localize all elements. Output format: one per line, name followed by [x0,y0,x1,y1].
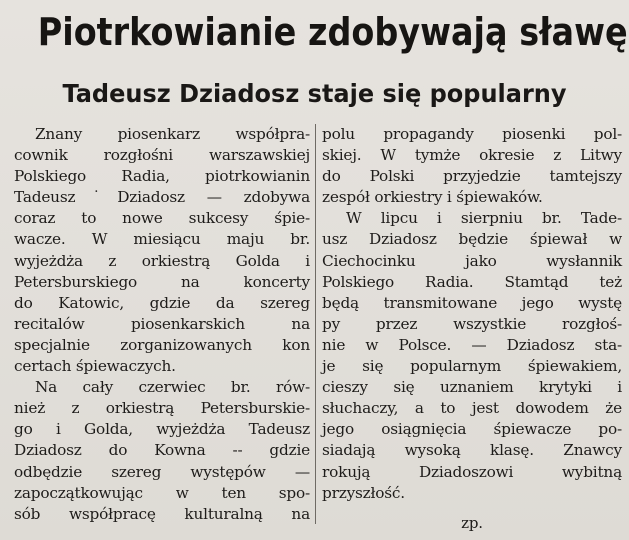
text-line: będą transmitowane jego wystę [322,293,622,312]
text-line: skiej. W tymże okresie z Litwy [322,146,622,165]
text-line: py przez wszystkie rozgłoś- [322,314,622,333]
text-line: certach śpiewaczych. [14,357,176,376]
left-column [14,124,310,525]
text-line: Tadeusz˙Dziadosz — zdobywa [14,188,310,207]
text-line: słuchaczy, a to jest dowodem że [322,399,622,418]
text-line: nież z orkiestrą Petersburskie- [14,399,310,418]
text-line: przyszłość. [322,483,405,502]
text-line: wyjeżdża z orkiestrą Golda i [14,251,310,270]
text-line: wacze. W miesiącu maju br. [14,230,310,249]
text-line: do Katowic, gdzie da szereg [14,293,310,312]
subheadline: Tadeusz Dziadosz staje się popularny [62,79,567,108]
text-line: cieszy się uznaniem krytyki i [322,378,622,397]
text-line: recitalów piosenkarskich na [14,314,310,333]
text-line: rokują Dziadoszowi wybitną [322,462,622,481]
text-line: zespół orkiestry i śpiewaków. [322,188,543,207]
text-line: do Polski przyjedzie tamtejszy [322,167,622,186]
text-line: usz Dziadosz będzie śpiewał w [322,230,622,249]
text-line: odbędzie szereg występów — [14,462,310,481]
right-column [322,124,622,534]
text-line: jego osiągnięcia śpiewacze po- [322,420,622,439]
text-line: polu propagandy piosenki pol- [322,125,622,143]
text-line: go i Golda, wyjeżdża Tadeusz [14,420,310,439]
text-line: je się popularnym śpiewakiem, [322,357,622,376]
text-line: Ciechocinku jako wysłannik [322,251,622,270]
text-line: Polskiego Radia. Stamtąd też [322,272,622,291]
text-line: coraz to nowe sukcesy śpie- [14,209,310,228]
text-line: Znany piosenkarz współpra- [35,125,310,143]
text-line: Dziadosz do Kowna -- gdzie [14,441,310,460]
text-line: cownik rozgłośni warszawskiej [14,146,310,165]
author-signature: zp. [461,513,483,532]
text-line: W lipcu i sierpniu br. Tade- [346,209,622,228]
text-line: Polskiego Radia, piotrkowianin [14,167,310,186]
text-line: specjalnie zorganizowanych kon [14,335,310,354]
text-line: Na cały czerwiec br. rów- [35,378,310,397]
column-divider [315,124,316,524]
text-line: sób współpracę kulturalną na [14,504,310,523]
headline: Piotrkowianie zdobywają sławę [37,10,628,54]
text-line: siadają wysoką klasę. Znawcy [322,441,622,460]
text-line: zapoczątkowując w ten spo- [14,483,310,502]
text-line: Petersburskiego na koncerty [14,272,310,291]
text-line: nie w Polsce. — Dziadosz sta- [322,335,622,354]
